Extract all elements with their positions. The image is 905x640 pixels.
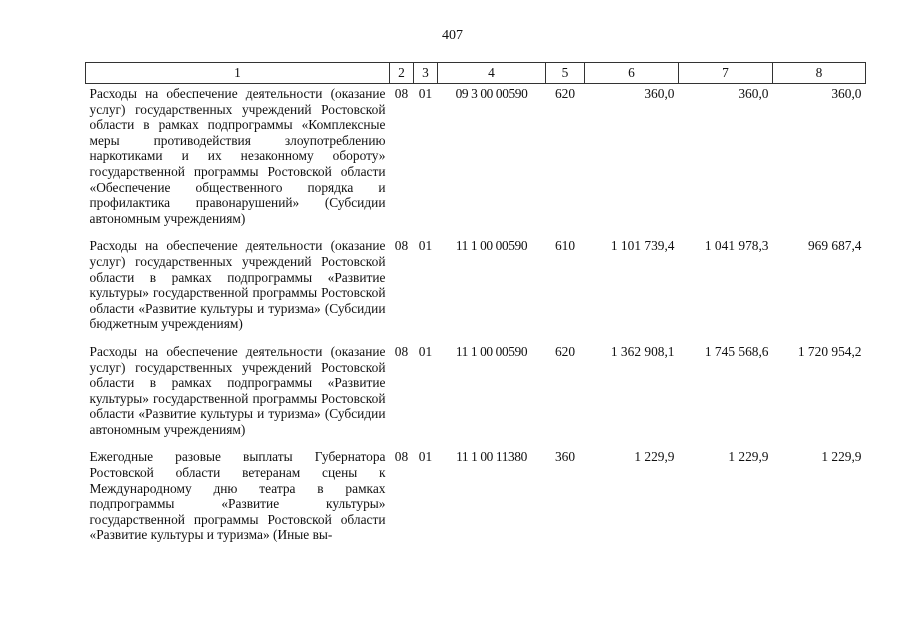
table-row bbox=[86, 236, 866, 342]
row-target-article: 11 1 00 00590 bbox=[455, 238, 528, 254]
header-col-4: 4 bbox=[438, 63, 546, 84]
row-description: Расходы на обеспечение деятельности (оказание услуг) государственных учреждений Ростовской области в рамках подпрограммы «Развитие культуры» государственной программы Ростовской области «Развитие культуры и туризма» (Субсидии бюджетным учреждениям) bbox=[89, 238, 386, 332]
row-subsection: 01 bbox=[418, 238, 433, 254]
row-amount-year-2: 1 229,9 bbox=[728, 449, 769, 465]
row-amount-year-1: 1 362 908,1 bbox=[610, 343, 675, 359]
row-target-article: 11 1 00 00590 bbox=[455, 343, 528, 359]
row-section: 08 bbox=[394, 343, 409, 359]
header-col-2: 2 bbox=[390, 63, 414, 84]
row-amount-year-2: 360,0 bbox=[738, 86, 769, 101]
row-section: 08 bbox=[394, 449, 409, 465]
table-row bbox=[86, 447, 866, 553]
row-amount-year-1: 1 101 739,4 bbox=[610, 238, 675, 254]
row-amount-year-2: 1 041 978,3 bbox=[704, 238, 769, 254]
row-subsection: 01 bbox=[418, 343, 433, 359]
row-description: Расходы на обеспечение деятельности (оказание услуг) государственных учреждений Ростовской области в рамках подпрограммы «Развитие культуры» государственной программы Ростовской области «Развитие культуры и туризма» (Субсидии автономным учреждениям) bbox=[89, 343, 386, 437]
row-amount-year-1: 360,0 bbox=[644, 86, 675, 101]
page-number: 407 bbox=[442, 28, 463, 43]
row-amount-year-3: 360,0 bbox=[831, 86, 862, 101]
row-target-article: 11 1 00 11380 bbox=[456, 449, 527, 465]
row-amount-year-3: 969 687,4 bbox=[807, 238, 862, 254]
row-amount-year-3: 1 720 954,2 bbox=[797, 343, 862, 359]
header-col-7: 7 bbox=[679, 63, 773, 84]
table-row bbox=[86, 342, 866, 448]
row-subsection: 01 bbox=[418, 86, 433, 101]
row-expense-type: 620 bbox=[554, 86, 576, 101]
table-row bbox=[86, 84, 866, 237]
row-description: Расходы на обеспечение деятельности (оказание услуг) государственных учреждений Ростовской области в рамках подпрограммы «Комплексные меры противодействия злоупотреблению наркотиками и их незаконному обороту» государственной программы Ростовской области «Обеспечение общественного порядка и профилактика правонарушений» (Субсидии автономным учреждениям) bbox=[89, 86, 386, 226]
header-col-6: 6 bbox=[585, 63, 679, 84]
row-target-article: 09 3 00 00590 bbox=[455, 86, 528, 101]
row-description: Ежегодные разовые выплаты Губернатора Ростовской области ветеранам сцены к Международному дню театра в рамках подпрограммы «Развитие культуры» государственной программы Ростовской области «Развитие культуры и туризма» (Иные вы- bbox=[89, 449, 386, 543]
row-expense-type: 610 bbox=[554, 238, 576, 254]
row-expense-type: 620 bbox=[554, 343, 576, 359]
row-subsection: 01 bbox=[418, 449, 433, 465]
budget-table bbox=[85, 62, 866, 553]
row-amount-year-1: 1 229,9 bbox=[634, 449, 675, 465]
row-expense-type: 360 bbox=[554, 449, 576, 465]
table-header-row bbox=[86, 63, 866, 84]
header-col-8: 8 bbox=[773, 63, 866, 84]
header-col-5: 5 bbox=[546, 63, 585, 84]
header-col-1: 1 bbox=[86, 63, 390, 84]
row-section: 08 bbox=[394, 86, 409, 101]
row-section: 08 bbox=[394, 238, 409, 254]
row-amount-year-2: 1 745 568,6 bbox=[704, 343, 769, 359]
header-col-3: 3 bbox=[414, 63, 438, 84]
row-amount-year-3: 1 229,9 bbox=[821, 449, 862, 465]
